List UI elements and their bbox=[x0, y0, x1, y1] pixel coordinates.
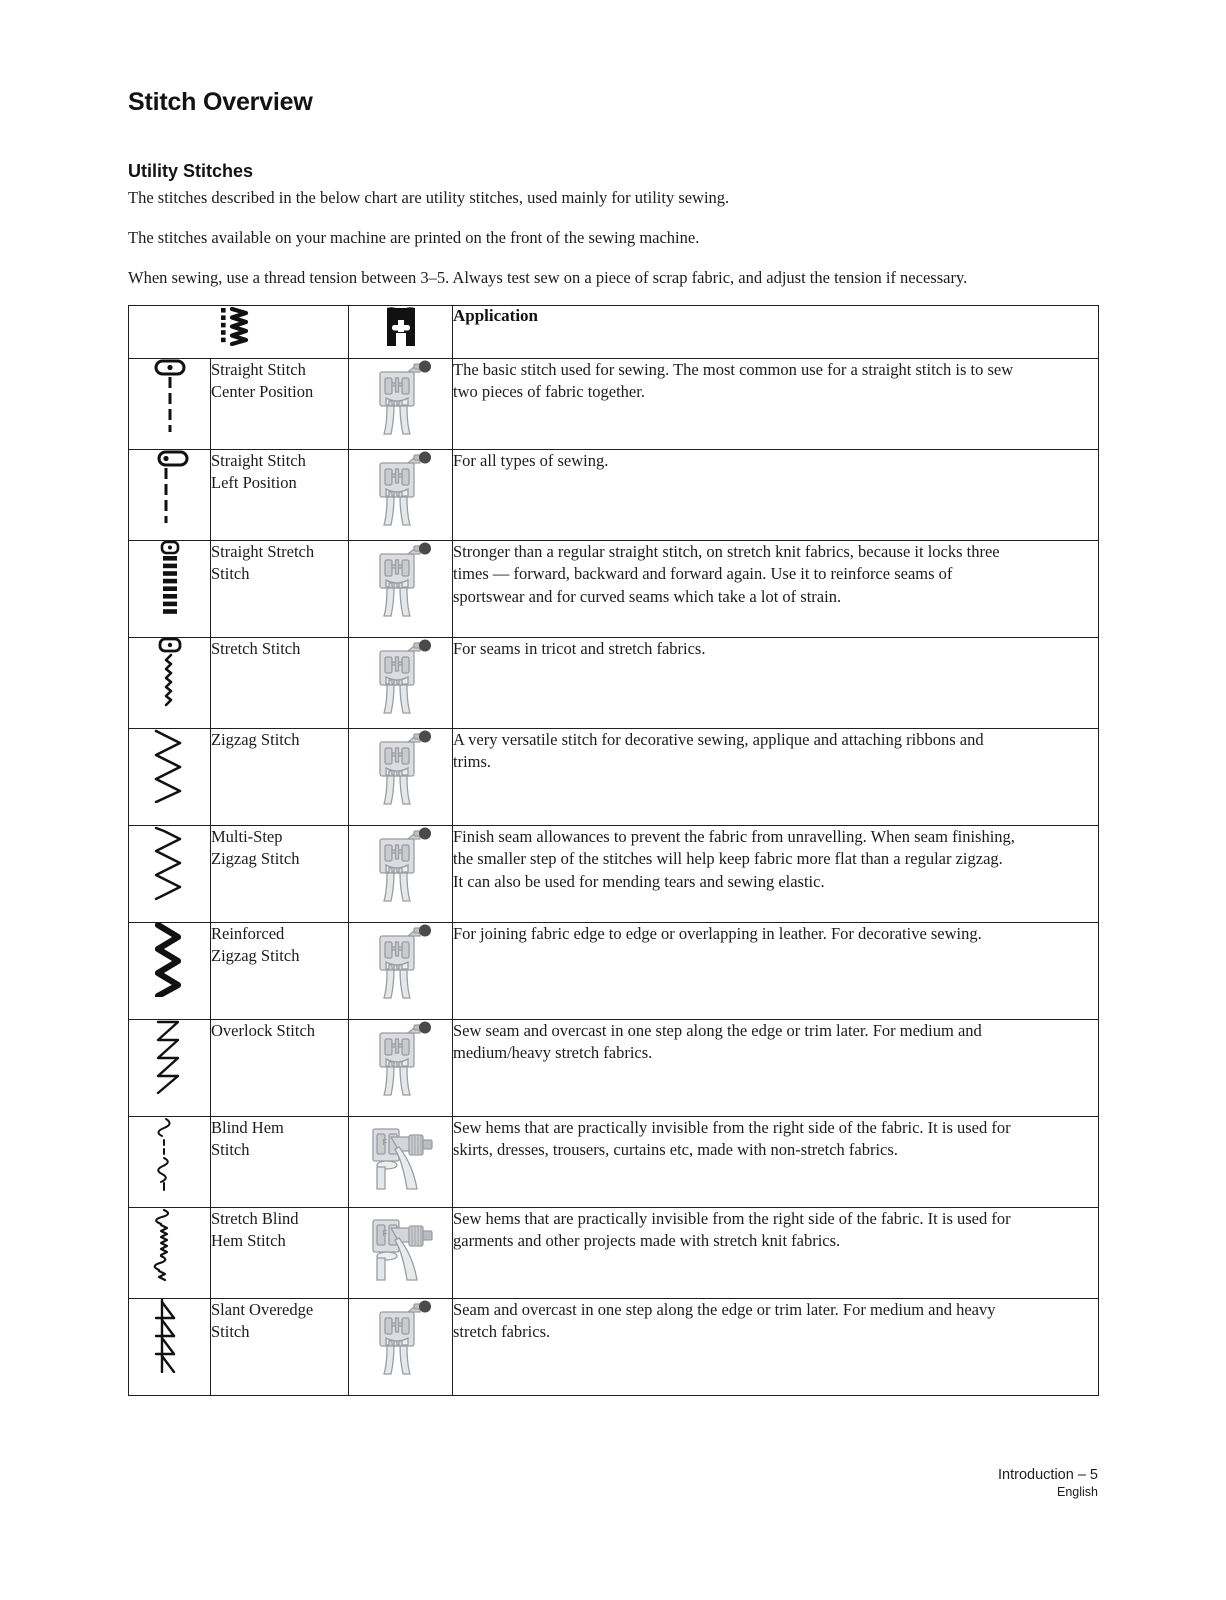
intro-paragraph-3: When sewing, use a thread tension between 3–5. Always test sew on a piece of scrap fabric, and adjust the tension if necessary. bbox=[128, 268, 968, 288]
utility-stitch-table bbox=[128, 305, 1099, 1396]
table-header-row bbox=[129, 306, 1099, 359]
header-application-cell: Application bbox=[453, 306, 1099, 359]
stitch-name-cell bbox=[211, 450, 349, 541]
stitch-symbol-cell bbox=[129, 450, 211, 541]
blind-hem-stitch-symbol-icon bbox=[129, 1117, 210, 1191]
presser-foot-cell bbox=[349, 450, 453, 541]
presser-foot-cell bbox=[349, 1117, 453, 1208]
stitch-name-line: Stretch Stitch bbox=[211, 639, 301, 659]
stitch-name-cell bbox=[211, 1299, 349, 1396]
stitch-name-line: Left Position bbox=[211, 472, 297, 492]
application-line: A very versatile stitch for decorative sewing, applique and attaching ribbons and bbox=[453, 730, 984, 750]
stitch-name-line: Stretch Blind bbox=[211, 1209, 299, 1229]
stitch-pattern-icon bbox=[129, 306, 348, 346]
application-cell bbox=[453, 359, 1099, 450]
intro-paragraph-1: The stitches described in the below chart are utility stitches, used mainly for utility sewing. bbox=[128, 188, 730, 207]
table-row bbox=[129, 450, 1099, 541]
table-row bbox=[129, 541, 1099, 638]
stitch-name-cell bbox=[211, 826, 349, 923]
straight-stretch-stitch-symbol-icon bbox=[129, 541, 210, 615]
stitch-name-cell bbox=[211, 1020, 349, 1117]
stitch-name-cell bbox=[211, 923, 349, 1020]
table-row bbox=[129, 923, 1099, 1020]
stitch-name-line: Stitch bbox=[211, 563, 250, 583]
stitch-name-cell bbox=[211, 638, 349, 729]
page-content bbox=[128, 88, 1098, 1396]
application-line: Sew seam and overcast in one step along the edge or trim later. For medium and bbox=[453, 1021, 982, 1041]
stitch-name-cell bbox=[211, 729, 349, 826]
presser-foot-cell bbox=[349, 359, 453, 450]
standard-presser-foot-icon bbox=[349, 638, 452, 716]
application-cell bbox=[453, 1117, 1099, 1208]
application-line: stretch fabrics. bbox=[453, 1322, 551, 1342]
stitch-symbol-cell bbox=[129, 1299, 211, 1396]
application-cell bbox=[453, 450, 1099, 541]
application-cell bbox=[453, 1208, 1099, 1299]
application-line: The basic stitch used for sewing. The most common use for a straight stitch is to sew bbox=[453, 360, 1014, 380]
svg-text:F: F bbox=[382, 1229, 387, 1239]
stitch-name-line: Zigzag Stitch bbox=[211, 730, 300, 750]
application-cell bbox=[453, 1299, 1099, 1396]
standard-presser-foot-icon bbox=[349, 1299, 452, 1377]
reinforced-zigzag-stitch-symbol-icon bbox=[129, 923, 210, 997]
application-line: For all types of sewing. bbox=[453, 451, 609, 471]
stitch-symbol-cell bbox=[129, 359, 211, 450]
application-line: Stronger than a regular straight stitch, on stretch knit fabrics, because it locks three bbox=[453, 542, 1000, 562]
stitch-name-line: Multi-Step bbox=[211, 827, 283, 847]
stitch-symbol-cell bbox=[129, 923, 211, 1020]
standard-presser-foot-icon bbox=[349, 1020, 452, 1098]
application-line: For seams in tricot and stretch fabrics. bbox=[453, 639, 706, 659]
stitch-name-cell bbox=[211, 359, 349, 450]
table-row bbox=[129, 638, 1099, 729]
stitch-name-cell bbox=[211, 1208, 349, 1299]
blind-hem-presser-foot-icon bbox=[349, 1117, 452, 1195]
stitch-name-line: Reinforced bbox=[211, 924, 285, 944]
application-cell bbox=[453, 729, 1099, 826]
application-line: sportswear and for curved seams which take a lot of strain. bbox=[453, 586, 842, 606]
stitch-name-line: Center Position bbox=[211, 381, 314, 401]
standard-presser-foot-icon bbox=[349, 826, 452, 904]
presser-foot-cell bbox=[349, 729, 453, 826]
page-footer bbox=[998, 1466, 1098, 1500]
stitch-name-line: Zigzag Stitch bbox=[211, 848, 300, 868]
svg-text:F: F bbox=[382, 1138, 387, 1148]
stretch-stitch-symbol-icon bbox=[129, 638, 210, 712]
standard-presser-foot-icon bbox=[349, 541, 452, 619]
application-line: Seam and overcast in one step along the edge or trim later. For medium and heavy bbox=[453, 1300, 996, 1320]
stitch-symbol-cell bbox=[129, 1208, 211, 1299]
stitch-name-line: Straight Stretch bbox=[211, 542, 315, 562]
stretch-blind-hem-stitch-symbol-icon bbox=[129, 1208, 210, 1282]
table-row bbox=[129, 1299, 1099, 1396]
stitch-name-line: Blind Hem bbox=[211, 1118, 284, 1138]
straight-stitch-center-symbol-icon bbox=[129, 359, 210, 433]
stitch-name-line: Hem Stitch bbox=[211, 1230, 286, 1250]
standard-presser-foot-icon bbox=[349, 359, 452, 437]
presser-foot-cell bbox=[349, 923, 453, 1020]
application-line: Finish seam allowances to prevent the fabric from unravelling. When seam finishing, bbox=[453, 827, 1015, 847]
table-row bbox=[129, 729, 1099, 826]
application-line: It can also be used for mending tears and sewing elastic. bbox=[453, 871, 825, 891]
standard-presser-foot-icon bbox=[349, 923, 452, 1001]
stitch-symbol-cell bbox=[129, 541, 211, 638]
multi-step-zigzag-stitch-symbol-icon bbox=[129, 826, 210, 900]
stitch-name-line: Overlock Stitch bbox=[211, 1021, 316, 1041]
standard-presser-foot-icon bbox=[349, 450, 452, 528]
application-line: two pieces of fabric together. bbox=[453, 382, 645, 402]
stitch-symbol-cell bbox=[129, 1117, 211, 1208]
straight-stitch-left-symbol-icon bbox=[129, 450, 210, 524]
application-line: For joining fabric edge to edge or overlapping in leather. For decorative sewing. bbox=[453, 924, 982, 944]
presser-foot-cell bbox=[349, 1299, 453, 1396]
presser-foot-cell bbox=[349, 541, 453, 638]
application-line: the smaller step of the stitches will help keep fabric more flat than a regular zigzag. bbox=[453, 849, 1003, 869]
stitch-name-line: Stitch bbox=[211, 1321, 250, 1341]
application-line: trims. bbox=[453, 752, 492, 772]
application-cell bbox=[453, 541, 1099, 638]
zigzag-stitch-symbol-icon bbox=[129, 729, 210, 803]
section-title-utility-stitches: Utility Stitches bbox=[128, 161, 254, 181]
application-line: garments and other projects made with stretch knit fabrics. bbox=[453, 1231, 841, 1251]
application-cell bbox=[453, 826, 1099, 923]
stitch-name-cell bbox=[211, 541, 349, 638]
application-line: skirts, dresses, trousers, curtains etc, made with non-stretch fabrics. bbox=[453, 1140, 898, 1160]
application-cell bbox=[453, 638, 1099, 729]
application-line: times — forward, backward and forward again. Use it to reinforce seams of bbox=[453, 564, 953, 584]
header-presser-foot-cell bbox=[349, 306, 453, 359]
table-row bbox=[129, 1208, 1099, 1299]
stitch-name-line: Straight Stitch bbox=[211, 360, 306, 380]
stitch-symbol-cell bbox=[129, 1020, 211, 1117]
page-title: Stitch Overview bbox=[128, 88, 313, 116]
application-line: medium/heavy stretch fabrics. bbox=[453, 1043, 653, 1063]
header-stitch-symbol-cell bbox=[129, 306, 349, 359]
application-cell bbox=[453, 923, 1099, 1020]
overlock-stitch-symbol-icon bbox=[129, 1020, 210, 1094]
stitch-name-line: Slant Overedge bbox=[211, 1300, 314, 1320]
application-line: Sew hems that are practically invisible from the right side of the fabric. It is used for bbox=[453, 1209, 1011, 1229]
footer-page-number: Introduction – 5 bbox=[998, 1467, 1098, 1483]
table-row bbox=[129, 826, 1099, 923]
intro-paragraph-2: The stitches available on your machine are printed on the front of the sewing machine. bbox=[128, 228, 700, 248]
presser-foot-cell bbox=[349, 1208, 453, 1299]
standard-presser-foot-icon bbox=[349, 729, 452, 807]
slant-overedge-stitch-symbol-icon bbox=[129, 1299, 210, 1373]
presser-foot-cell bbox=[349, 638, 453, 729]
blind-hem-presser-foot-icon bbox=[349, 1208, 452, 1286]
footer-language: English bbox=[1057, 1485, 1098, 1500]
presser-foot-cell bbox=[349, 826, 453, 923]
stitch-name-line: Stitch bbox=[211, 1139, 250, 1159]
table-body bbox=[129, 359, 1099, 1396]
table-row bbox=[129, 1020, 1099, 1117]
stitch-symbol-cell bbox=[129, 638, 211, 729]
presser-foot-cell bbox=[349, 1020, 453, 1117]
stitch-name-line: Straight Stitch bbox=[211, 451, 306, 471]
table-row bbox=[129, 359, 1099, 450]
presser-foot-icon bbox=[349, 306, 452, 348]
table-row bbox=[129, 1117, 1099, 1208]
stitch-symbol-cell bbox=[129, 729, 211, 826]
stitch-name-cell bbox=[211, 1117, 349, 1208]
application-cell bbox=[453, 1020, 1099, 1117]
stitch-symbol-cell bbox=[129, 826, 211, 923]
stitch-name-line: Zigzag Stitch bbox=[211, 945, 300, 965]
application-line: Sew hems that are practically invisible from the right side of the fabric. It is used for bbox=[453, 1118, 1011, 1138]
